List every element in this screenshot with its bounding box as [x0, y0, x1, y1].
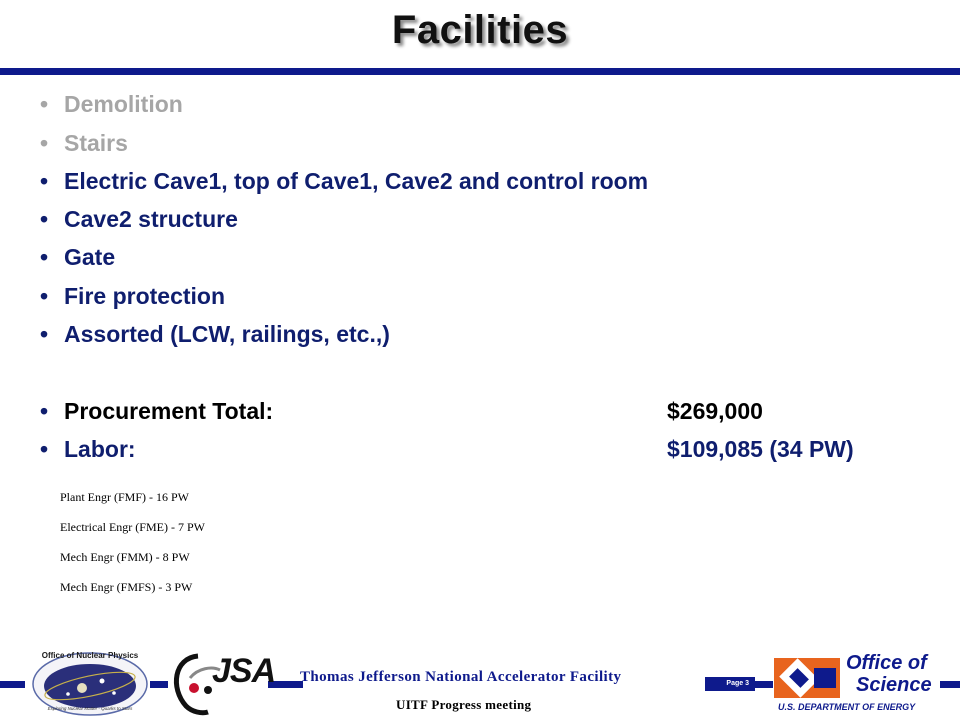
nuclear-physics-logo-title: Office of Nuclear Physics: [41, 651, 139, 660]
bullet-dot-icon: •: [40, 436, 49, 462]
footer-rule-right: [755, 681, 773, 688]
labor-breakdown-item: Mech Engr (FMM) - 8 PW: [60, 550, 190, 564]
bullet-item: [40, 130, 128, 157]
bullet-text: Gate: [64, 244, 116, 270]
bullet-dot-icon: •: [40, 206, 49, 232]
labor-label: Labor:: [64, 436, 136, 462]
labor-breakdown-item: Mech Engr (FMFS) - 3 PW: [60, 580, 193, 594]
bullet-dot-icon: •: [40, 244, 49, 270]
bullet-item: [40, 206, 238, 233]
footer-rule-mid: [150, 681, 168, 688]
facility-name: Thomas Jefferson National Accelerator Facility: [300, 669, 622, 685]
nuclear-physics-logo-tagline: Exploring Nuclear Matter - Quarks to Stars: [47, 706, 133, 711]
footer-rule-left: [0, 681, 25, 688]
procurement-total-amount: $269,000: [667, 398, 763, 424]
doe-atom-icon: [772, 656, 842, 700]
bullet-text: Electric Cave1, top of Cave1, Cave2 and control room: [64, 168, 649, 194]
bullet-dot-icon: •: [40, 321, 49, 347]
procurement-total-row: [40, 398, 273, 425]
doe-office-of-science-logo: [772, 654, 940, 716]
bullet-text: Fire protection: [64, 283, 226, 309]
doe-science-text: Science: [856, 674, 932, 696]
slide-title: Facilities: [391, 8, 569, 52]
bullet-item: [40, 168, 648, 195]
labor-row: [40, 436, 136, 463]
bullet-item: [40, 91, 183, 118]
labor-breakdown-item: Electrical Engr (FME) - 7 PW: [60, 520, 205, 534]
bullet-text: Cave2 structure: [64, 206, 238, 232]
doe-office-text: Office of: [846, 652, 927, 674]
bullet-text: Assorted (LCW, railings, etc.,): [64, 321, 390, 347]
bullet-dot-icon: •: [40, 398, 49, 424]
meeting-name: UITF Progress meeting: [396, 697, 532, 712]
bullet-text: Stairs: [64, 130, 128, 156]
bullet-dot-icon: •: [40, 168, 49, 194]
bullet-item: [40, 283, 225, 310]
jsa-logo-text: JSA: [212, 652, 276, 690]
bullet-text: Demolition: [64, 91, 183, 117]
bullet-item: [40, 244, 115, 271]
labor-breakdown-item: Plant Engr (FMF) - 16 PW: [60, 490, 189, 504]
bullet-dot-icon: •: [40, 283, 49, 309]
doe-department-text: U.S. DEPARTMENT OF ENERGY: [778, 702, 916, 712]
bullet-dot-icon: •: [40, 91, 49, 117]
page-number: Page 3: [705, 677, 755, 691]
footer-rule-far-right: [940, 681, 960, 688]
nuclear-physics-logo: [30, 648, 150, 718]
bullet-dot-icon: •: [40, 130, 49, 156]
jsa-logo: [168, 648, 276, 718]
bullet-item: [40, 321, 390, 348]
procurement-total-label: Procurement Total:: [64, 398, 274, 424]
labor-amount: $109,085 (34 PW): [667, 436, 854, 462]
